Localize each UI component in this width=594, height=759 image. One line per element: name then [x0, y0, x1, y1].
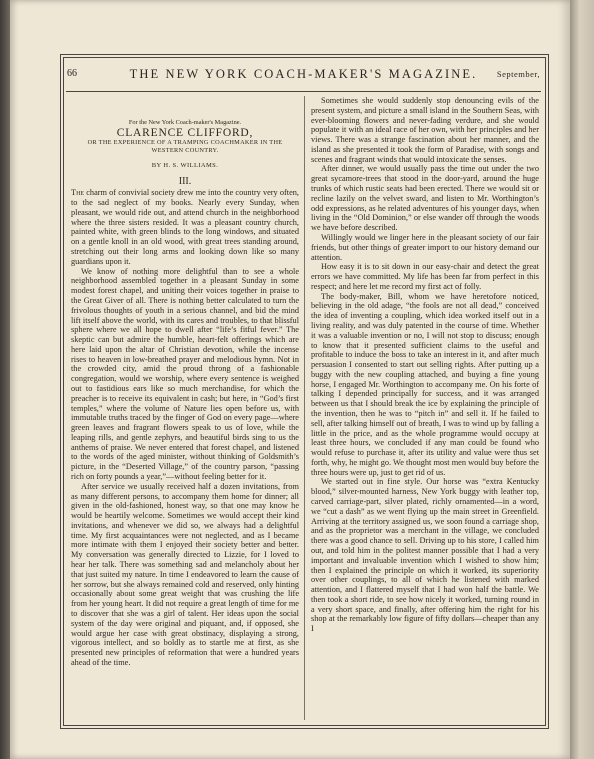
- right-column: [311, 96, 539, 634]
- opening-paragraph: [71, 188, 299, 266]
- body-paragraph: Sometimes she would suddenly stop denouncing evils of the present system, and picture a small island in the Southern Seas, with ever-blooming flowers and never-fading verdure, and she would populate it with an ideal race of her own, with her principles and her views. There was a strange fascination about her manner, and the island as she presented it took the form of Paradise, with songs and scenes and fragrant winds that would intoxicate the senses.: [311, 96, 539, 164]
- body-paragraph: We started out in fine style. Our horse was “extra Kentucky blood,” silver-mounted harness, New York buggy with leather top, carved carriage-part, silver plated, richly ornamented—in a word, we “cut a dash” as we went flying up the main street in Greenfield. Arriving at the territory assigned us, we soon found a carriage shop, and as the proprietor was a merchant in the village, we concluded there was a good chance to sell. Driving up to his store, I called him out, and told him in the politest manner possible that I had a very important and invaluable invention which I wished to show him; then I explained the principle on which it worked, its superiority over other couplings, to all of which he listened with marked attention, and I flattered myself that I had won half the battle. We then took a short ride, to see how nicely it worked, turning round in a very short space, and finally, after offering him the right for his shop at the remarkably low figure of fifty dollars—cheaper than any I: [311, 477, 539, 634]
- page-number: 66: [67, 68, 77, 79]
- column-divider: [304, 96, 305, 720]
- opening-paragraph-text: charm of convivial society drew me into the country very often, to the sad neglect of my books. Nearly every Sunday, when pleasant, we would ride out, and attend church in the neighborhood where the three sisters resided. It was a pleasant country church, painted white, with green blinds to the long windows, and situated on a gentle knoll in an old wood, with great trees standing around, stretching out their long arms and looking down like so many guardians upon it.: [71, 188, 299, 266]
- byline: BY H. S. WILLIAMS.: [151, 161, 219, 169]
- body-paragraph: After service we usually received half a dozen invitations, from as many different persons, to accompany them home for dinner; all given in the old-fashioned, honest way, so that one may know he would be heartily welcome. Sometimes we would accept their kind invitations, and whenever we did so, we always had a delightful time. My first acquaintances were not neglected, and as I became more intimate with them I enjoyed their society better and better. My conversation was generally directed to Lizzie, for I loved to hear her talk. There was something sad and melancholy about her that just suited my nature. In time I endeavored to learn the cause of her sorrow, but she always remained cold and reserved, only hinting occasionally about some great weight that was crushing the life from her young heart. It did not require a great length of time for me to discover that she was a girl of talent. Her ideas upon the social system of the day were original and piquant, and, if opposed, she would argue her case with great obstinacy, displaying a strong, vigorous intellect, and so boldly as to startle me at first, as she presented new principles of reformation that were a hundred years ahead of the time.: [71, 481, 299, 667]
- story-subtitle: OR THE EXPERIENCE OF A TRAMPING COACHMAKER IN THE WESTERN COUNTRY.: [87, 138, 283, 154]
- body-paragraph: Willingly would we linger here in the pleasant society of our fair friends, but other things of greater import to our history demand our attention.: [311, 232, 539, 262]
- left-column: [71, 96, 299, 668]
- chapter-number: III.: [178, 175, 192, 187]
- story-title: CLARENCE CLIFFORD,: [116, 126, 254, 139]
- header-rule: [66, 91, 541, 92]
- intro-note: For the New York Coach-maker's Magazine.: [128, 119, 242, 126]
- book-binding-edge: [0, 0, 10, 759]
- opening-lead-word: The: [71, 188, 85, 198]
- issue-month: September,: [496, 69, 540, 79]
- next-page-edge: [570, 0, 594, 759]
- page-header: [63, 66, 544, 84]
- body-paragraph: How easy it is to sit down in our easy-chair and detect the great errors we have committed. My life has been far from perfect in this respect; and here let me record my first act of folly.: [311, 262, 539, 291]
- running-title: THE NEW YORK COACH-MAKER'S MAGAZINE.: [129, 67, 478, 81]
- body-paragraph: We know of nothing more delightful than to see a whole neighborhood assembled together in a pleasant Sunday in some modest forest chapel, and uniting their voices together in praise to the Great Giver of all. There is nothing better calculated to turn the frivolous thoughts of youth in a serious channel, and bid the mind lift itself above the world, with its cares and troubles, to that blissful sphere where we all hope to dwell after “life’s fitful fever.” The skeptic can but admire the humble, heart-felt offerings which are here laid upon the altar of Christian devotion, while the incense rises to heaven in low-breathed prayer and melodious hymn. Not in the crowded city, amid the proud throng of a fashionable congregation, would we worship, where every sentence is weighed out to fastidious ears like so much merchandise, for which the preacher is to receive its equivalent in cash; but here, in “God’s first temples,” where the volume of Nature lies open before us, with immutable truths traced by the finger of God on every page—where green leaves and fragrant flowers speak to us of love, while the leaping rills, and gentle zephyrs, and beautiful birds sing to us the anthems of praise. We never entered that forest chapel, and listened to the words of the aged minister, without thinking of Goldsmith’s picture, in the “Deserted Village,” of the country parson, “passing rich on forty pounds a year,”—without feeling better for it.: [71, 266, 299, 481]
- body-paragraph: After dinner, we would usually pass the time out under the two great sycamore-trees that stood in the door-yard, around the huge trunks of which rustic seats had been erected. There we would sit or recline lazily on the velvet sward, and listen to Mr. Worthington’s odd expressions, as he related adventures of his younger days, when living in the “Old Dominion,” or else wander off through the woods we have before described.: [311, 164, 539, 233]
- body-paragraph: The body-maker, Bill, whom we have heretofore noticed, believing in the old adage, “the fools are not all dead,” conceived the idea of inventing a coupling, which idea worked itself out in a living reality, and was duly patented in the course of time. Whether it was a valuable invention or no, I will not stop to discuss; enough to know that it presented sufficient claims to the useful and profitable to induce the boss to take an interest in it, and after much persuasion I consented to start out selling rights. After putting up a buggy with the new coupling attached, and buying a fine young horse, I engaged Mr. Worthington to accompany me. On his forte of talking I depended principally for success, and it was arranged between us that I should break the ice by explaining the principle of the invention, then he was to “pitch in” and sell it. If he failed to sell, after talking himself out of breath, I was to wind up by falling a little in the price, and as the whole programme would occupy at least three hours, we concluded if any man could be found who would refuse to purchase it, after its utility and value were thus set forth, why, he might go. We thought most men would buy before the three hours were up, just to get rid of us.: [311, 291, 539, 477]
